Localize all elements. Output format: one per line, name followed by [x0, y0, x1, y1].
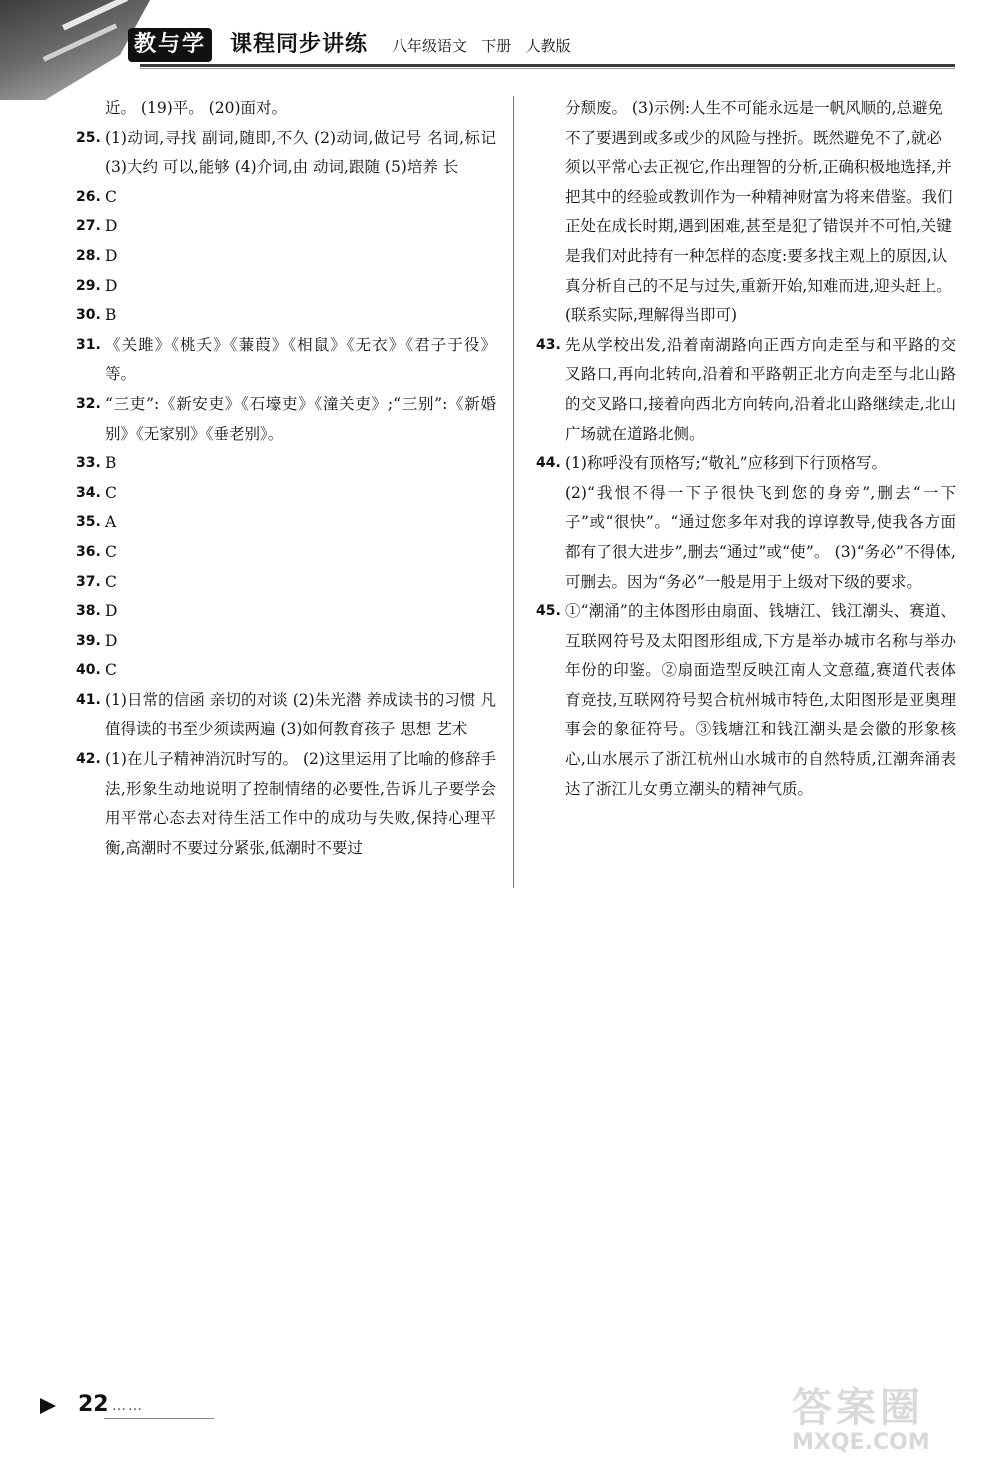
footer-rule	[104, 1418, 214, 1419]
answer-text: (1)称呼没有顶格写;“敬礼”应移到下行顶格写。	[565, 454, 888, 473]
answer-text: D	[105, 276, 118, 295]
answer-text: C	[105, 483, 117, 502]
answer-number: 27.	[76, 218, 101, 235]
answer-number: 29.	[76, 277, 101, 294]
answer-item	[76, 597, 496, 627]
answer-text: D	[105, 246, 118, 265]
answer-number: 37.	[76, 573, 101, 590]
answer-text: B	[105, 454, 117, 473]
book-meta: 八年级语文 下册 人教版	[392, 37, 571, 55]
answer-number: 25.	[76, 129, 101, 146]
answer-text: (1)动词,寻找 副词,随即,不久 (2)动词,做记号 名词,标记 (3)大约 可以,能够 (4)介词,由 动词,跟随 (5)培养 长	[105, 128, 496, 177]
answer-item	[76, 568, 496, 598]
page-footer	[40, 1392, 200, 1422]
answer-text: A	[105, 513, 117, 532]
answer-text: B	[105, 306, 117, 325]
answer-number: 45.	[536, 603, 561, 620]
answer-number: 28.	[76, 247, 101, 264]
answer-number: 26.	[76, 188, 101, 205]
answer-number: 38.	[76, 603, 101, 620]
header-rule-thin	[140, 68, 955, 69]
answer-text: D	[105, 602, 118, 621]
answer-text: C	[105, 572, 117, 591]
answer-number: 41.	[76, 691, 101, 708]
page-header	[0, 0, 1000, 80]
brand-logo: 教与学	[128, 28, 212, 62]
answer-item	[76, 449, 496, 479]
answer-number: 30.	[76, 307, 101, 324]
answer-item	[76, 479, 496, 509]
answer-text: (1)在儿子精神消沉时写的。 (2)这里运用了比喻的修辞手法,形象生动地说明了控制情绪的必要性,告诉儿子要学会用平常心态去对待生活工作中的成功与失败,保持心理平衡,高潮时不要过分紧张,低潮时不要过	[105, 750, 496, 857]
answer-number: 32.	[76, 395, 101, 412]
answer-text: C	[105, 187, 117, 206]
page-number: 22	[78, 1392, 109, 1417]
answer-text-part2: (2)“我恨不得一下子很快飞到您的身旁”,删去“一下子”或“很快”。“通过您多年对我的谆谆教导,使我各方面都有了很大进步”,删去“通过”或“使”。 (3)“务必”不得体,可删去。因为“务必”一般是用于上级对下级的要求。	[565, 483, 956, 591]
answer-item	[536, 449, 956, 597]
answer-text: 先从学校出发,沿着南湖路向正西方向走至与和平路的交叉路口,再向北转向,沿着和平路朝正北方向走至与北山路的交叉路口,接着向西北方向转向,沿着北山路继续走,北山广场就在道路北侧。	[565, 335, 956, 443]
right-column	[536, 94, 956, 804]
header-rule	[140, 64, 955, 67]
answer-item	[76, 331, 496, 390]
answer-item	[76, 656, 496, 686]
answer-text: C	[105, 542, 117, 561]
answer-item	[76, 538, 496, 568]
answer-number: 42.	[76, 751, 101, 768]
continued-answer: 分颓废。 (3)示例:人生不可能永远是一帆风顺的,总避免不了要遇到或多或少的风险与挫折。既然避免不了,就必须以平常心去正视它,作出理智的分析,正确积极地选择,并把其中的经验或教训作为一种精神财富为将来借鉴。我们正处在成长时期,遇到困难,甚至是犯了错误并不可怕,关键是我们对此持有一种怎样的态度:要多找主观上的原因,认真分析自己的不足与过失,重新开始,知难而进,迎头赶上。(联系实际,理解得当即可)	[565, 99, 953, 325]
answer-item	[76, 390, 496, 449]
arrow-right-icon	[40, 1398, 56, 1414]
answer-number: 35.	[76, 514, 101, 531]
answer-number: 43.	[536, 336, 561, 353]
series-title: 课程同步讲练	[230, 32, 369, 57]
answer-item	[536, 597, 956, 804]
answer-item	[76, 124, 496, 183]
answer-number: 33.	[76, 455, 101, 472]
left-column	[76, 94, 496, 863]
answer-item	[76, 212, 496, 242]
watermark-url: MXQE.COM	[792, 1430, 930, 1455]
answer-item	[76, 272, 496, 302]
answer-text: “三吏”:《新安吏》《石壕吏》《潼关吏》;“三别”:《新婚别》《无家别》《垂老别》。	[105, 394, 496, 443]
answer-text: (1)日常的信函 亲切的对谈 (2)朱光潜 养成读书的习惯 凡值得读的书至少须读两遍 (3)如何教育孩子 思想 艺术	[105, 690, 496, 739]
answer-number: 44.	[536, 455, 561, 472]
answer-number: 34.	[76, 484, 101, 501]
answer-text: 《关雎》《桃夭》《蒹葭》《相鼠》《无衣》《君子于役》等。	[105, 335, 496, 384]
column-divider	[513, 96, 514, 888]
answer-text: ①“潮涌”的主体图形由扇面、钱塘江、钱江潮头、赛道、互联网符号及太阳图形组成,下方是举办城市名称与举办年份的印鉴。②扇面造型反映江南人文意蕴,赛道代表体育竞技,互联网符号契合杭州城市特色,太阳图形是亚奥理事会的象征符号。③钱塘江和钱江潮头是会徽的形象核心,山水展示了浙江杭州山水城市的自然特质,江潮奔涌表达了浙江儿女勇立潮头的精神气质。	[565, 602, 956, 798]
continued-answer: 近。 (19)平。 (20)面对。	[105, 99, 287, 117]
watermark-logo-text: 答案圈	[792, 1385, 924, 1431]
answer-number: 39.	[76, 632, 101, 649]
answer-item	[76, 745, 496, 863]
answer-item	[76, 301, 496, 331]
site-watermark	[792, 1386, 972, 1466]
answer-text: D	[105, 631, 118, 650]
footer-dots: ……	[112, 1398, 144, 1414]
answer-item	[76, 686, 496, 745]
answer-number: 40.	[76, 662, 101, 679]
answer-item	[76, 508, 496, 538]
answer-text: C	[105, 661, 117, 680]
answer-item	[76, 183, 496, 213]
answer-item	[76, 627, 496, 657]
answer-text: D	[105, 217, 118, 236]
answer-number: 36.	[76, 543, 101, 560]
answer-item	[76, 242, 496, 272]
answer-item	[536, 331, 956, 449]
answer-number: 31.	[76, 336, 101, 353]
